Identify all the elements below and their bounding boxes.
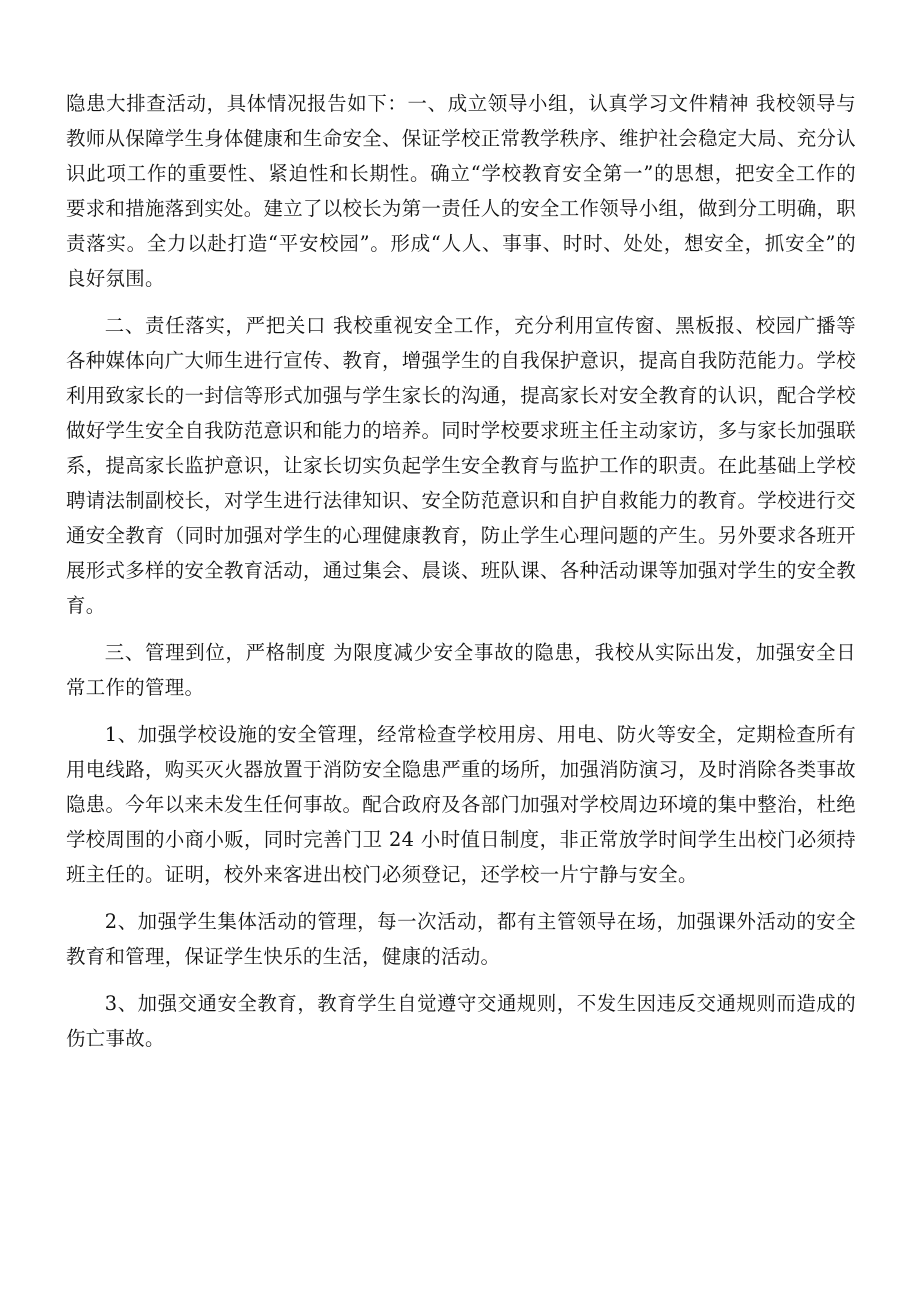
paragraph-management: 三、管理到位，严格制度 为限度减少安全事故的隐患，我校从实际出发，加强安全日常工作的管理。 [66, 641, 856, 699]
paragraph-responsibility: 二、责任落实，严把关口 我校重视安全工作，充分利用宣传窗、黑板报、校园广播等各种媒体向广大师生进行宣传、教育，增强学生的自我保护意识，提高自我防范能力。学校利用致家长的一封信等形式加强与学生家长的沟通，提高家长对安全教育的认识，配合学校做好学生安全自我防范意识和能力的培养。同时学校要求班主任主动家访，多与家长加强联系，提高家长监护意识，让家长切实负起学生安全教育与监护工作的职责。在此基础上学校聘请法制副校长，对学生进行法律知识、安全防范意识和自护自救能力的教育。学校进行交通安全教育（同时加强对学生的心理健康教育，防止学生心理问题的产生。另外要求各班开展形式多样的安全教育活动，通过集会、晨谈、班队课、各种活动课等加强对学生的安全教育。 [66, 314, 856, 617]
paragraph-item-3-traffic: 3、加强交通安全教育，教育学生自觉遵守交通规则，不发生因违反交通规则而造成的伤亡事故。 [66, 992, 856, 1050]
paragraph-intro-leadership: 隐患大排查活动，具体情况报告如下：一、成立领导小组，认真学习文件精神 我校领导与教师从保障学生身体健康和生命安全、保证学校正常教学秩序、维护社会稳定大局、充分认识此项工作的重要性、紧迫性和长期性。确立“学校教育安全第一”的思想，把安全工作的要求和措施落到实处。建立了以校长为第一责任人的安全工作领导小组，做到分工明确，职责落实。全力以赴打造“平安校园”。形成“人人、事事、时时、处处，想安全，抓安全”的良好氛围。 [66, 92, 856, 290]
paragraph-item-1-facilities: 1、加强学校设施的安全管理，经常检查学校用房、用电、防火等安全，定期检查所有用电线路，购买灭火器放置于消防安全隐患严重的场所，加强消防演习，及时消除各类事故隐患。今年以来未发生任何事故。配合政府及各部门加强对学校周边环境的集中整治，杜绝学校周围的小商小贩，同时完善门卫 24 小时值日制度，非正常放学时间学生出校门必须持班主任的。证明，校外来客进出校门必须登记，还学校一片宁静与安全。 [66, 723, 856, 886]
paragraph-item-2-activities: 2、加强学生集体活动的管理，每一次活动，都有主管领导在场，加强课外活动的安全教育和管理，保证学生快乐的生活，健康的活动。 [66, 910, 856, 968]
document-page [66, 86, 856, 1068]
